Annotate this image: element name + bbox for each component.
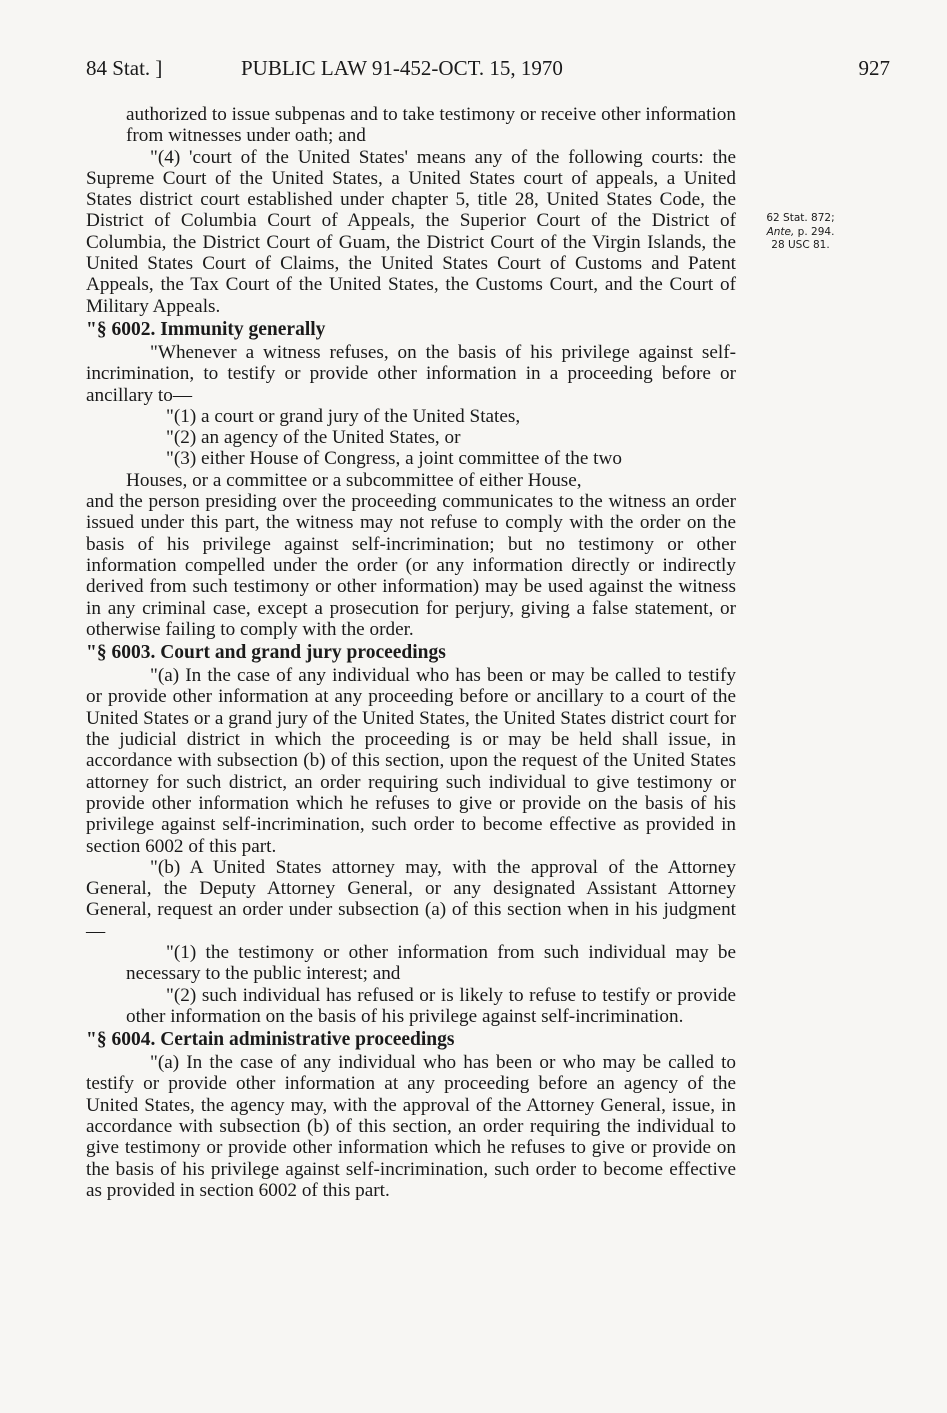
paragraph-6003-b: "(b) A United States attorney may, with the approval of the Attorney General, the Deputy Attorney General, or any designated Assistant Attorney General, request an order under subsection (a) of this section when in his judgment— bbox=[86, 856, 736, 942]
paragraph-6004-a: "(a) In the case of any individual who has been or who may be called to testify or provide other information at any proceeding before an agency of the United States, the agency may, with the approval of the Attorney General, issue, in accordance with subsection (b) of this section, an order requiring the individual to give testimony or provide other information which he refuses to give or provide on the basis of his privilege against self-incrimination, such order to become effective as provided in section 6002 of this part. bbox=[86, 1052, 736, 1201]
paragraph-clause-2: "(2) an agency of the United States, or bbox=[166, 427, 461, 449]
paragraph-court-definition: "(4) 'court of the United States' means any of the following courts: the Supreme Court of the United States, a United States court of appeals, a United States district court established under chapter 5, title 28, United States Code, the District of Columbia Court of Appeals, the Superior Court of the District of Columbia, the District Court of Guam, the District Court of the Virgin Islands, the United States Court of Claims, the United States Court of Customs and Patent Appeals, the Tax Court of the United States, the Customs Court, and the Court of Military Appeals. bbox=[86, 146, 736, 317]
paragraph-6003-b-2: "(2) such individual has refused or is likely to refuse to testify or provide other information on the basis of his privilege against self-incrimination. bbox=[126, 984, 736, 1027]
section-heading-6003: "§ 6003. Court and grand jury proceedings bbox=[86, 642, 446, 664]
paragraph-order-effect: and the person presiding over the proceeding communicates to the witness an order issued under this part, the witness may not refuse to comply with the order on the basis of his privilege against self-incrimination; but no testimony or other information compelled under the order (or any information directly or indirectly derived from such testimony or other information) may be used against the witness in any criminal case, except a prosecution for perjury, giving a false statement, or otherwise failing to comply with the order. bbox=[86, 491, 736, 640]
page-number: 927 bbox=[858, 56, 890, 80]
paragraph-6003-a: "(a) In the case of any individual who has been or may be called to testify or provide other information at any proceeding before or ancillary to a court of the United States or a grand jury of the United States, the United States district court for the judicial district in which the proceeding is or may be held shall issue, in accordance with subsection (b) of this section, upon the request of the United States attorney for such district, an order requiring such individual to give testimony or provide other information which he refuses to give or provide on the basis of his privilege against self-incrimination, such order to become effective as provided in section 6002 of this part. bbox=[86, 665, 736, 857]
margin-citation-line: 28 USC 81. bbox=[771, 239, 830, 251]
paragraph-witness-refuses: "Whenever a witness refuses, on the basis of his privilege against self-incrimination, to testify or provide other information in a proceeding before or ancillary to— bbox=[86, 341, 736, 406]
margin-citation bbox=[748, 212, 853, 253]
running-title: PUBLIC LAW 91-452-OCT. 15, 1970 bbox=[241, 56, 563, 80]
margin-citation-line: 62 Stat. 872; bbox=[766, 212, 835, 224]
section-heading-6002: "§ 6002. Immunity generally bbox=[86, 318, 326, 340]
statute-body bbox=[86, 104, 736, 1201]
paragraph-clause-3: "(3) either House of Congress, a joint committee of the two bbox=[166, 448, 622, 470]
paragraph-clause-3-cont: Houses, or a committee or a subcommittee of either House, bbox=[126, 469, 582, 491]
margin-citation-line bbox=[748, 226, 853, 240]
volume-reference: 84 Stat. ] bbox=[86, 56, 163, 80]
paragraph-subpena-authority: authorized to issue subpenas and to take testimony or receive other information from witnesses under oath; and bbox=[126, 104, 736, 147]
paragraph-6003-b-1: "(1) the testimony or other information from such individual may be necessary to the public interest; and bbox=[126, 941, 736, 985]
page-header bbox=[86, 56, 890, 88]
margin-citation-ante: Ante, bbox=[766, 225, 795, 238]
margin-citation-page: p. 294. bbox=[794, 225, 835, 238]
paragraph-clause-1: "(1) a court or grand jury of the United States, bbox=[166, 405, 521, 427]
section-heading-6004: "§ 6004. Certain administrative proceedings bbox=[86, 1029, 455, 1051]
